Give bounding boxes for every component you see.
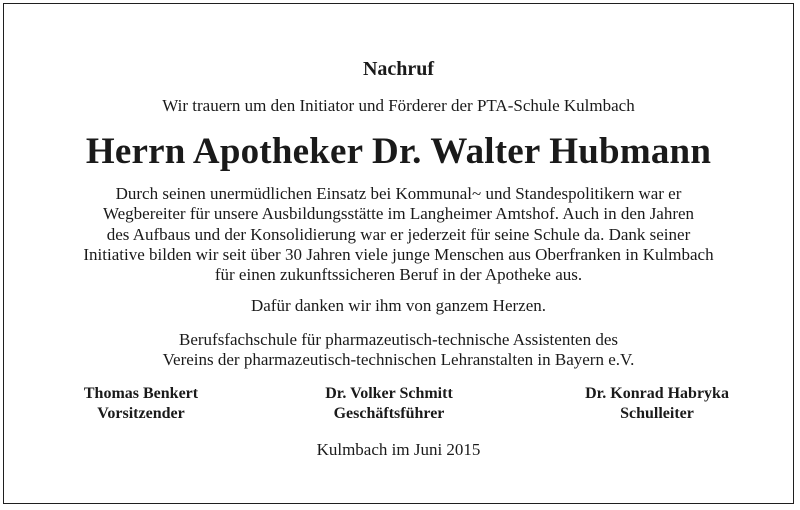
signatory-name: Dr. Volker Schmitt	[325, 385, 453, 402]
signatory-managing-director	[304, 384, 474, 424]
tribute-text	[4, 184, 793, 285]
tribute-line: Durch seinen unermüdlichen Einsatz bei Kommunal~ und Standespolitikern war er	[115, 184, 682, 203]
notice-heading: Nachruf	[362, 58, 435, 80]
signatory-role: Vorsitzender	[97, 405, 185, 422]
thanks-line: Dafür danken wir ihm von ganzem Herzen.	[250, 296, 547, 315]
tribute-line: für einen zukunftssicheren Beruf in der Apotheke aus.	[214, 265, 583, 285]
organization-name	[4, 330, 793, 371]
tribute-line: Wegbereiter für unsere Ausbildungsstätte im Langheimer Amtshof. Auch in den Jahren	[102, 204, 695, 224]
organization-line: Berufsfachschule für pharmazeutisch-technische Assistenten des	[178, 330, 618, 349]
organization-line: Vereins der pharmazeutisch-technischen Lehranstalten in Bayern e.V.	[162, 350, 635, 370]
dateline: Kulmbach im Juni 2015	[316, 440, 481, 459]
signatory-name: Thomas Benkert	[83, 385, 199, 402]
obituary-notice	[3, 3, 794, 504]
signatory-chairman	[66, 384, 216, 424]
tribute-line: des Aufbaus und der Konsolidierung war er jederzeit für seine Schule da. Dank seiner	[106, 224, 691, 244]
tribute-line: Initiative bilden wir seit über 30 Jahren viele junge Menschen aus Oberfranken in Kulmbach	[83, 244, 714, 264]
signatory-role: Geschäftsführer	[333, 405, 445, 422]
signatory-role: Schulleiter	[620, 405, 694, 422]
signatory-principal	[562, 384, 752, 424]
deceased-name: Herrn Apotheker Dr. Walter Hubmann	[85, 131, 712, 172]
signatory-name: Dr. Konrad Habryka	[585, 385, 729, 402]
intro-line: Wir trauern um den Initiator und Förderer der PTA-Schule Kulmbach	[162, 96, 635, 115]
